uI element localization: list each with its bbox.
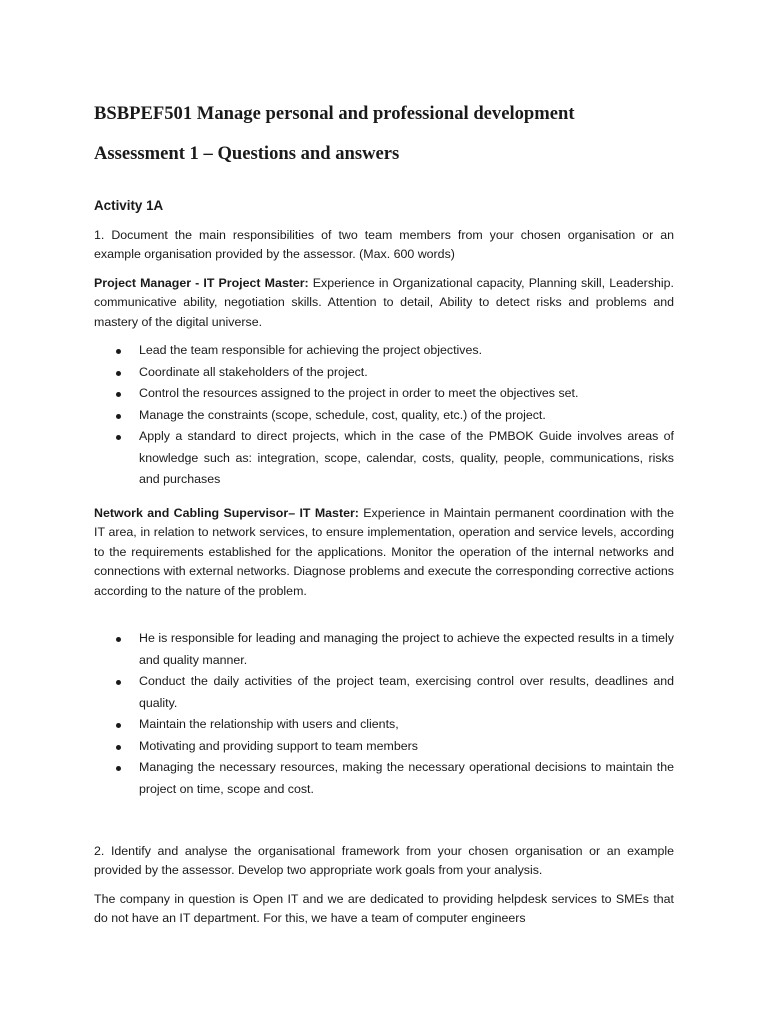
bullet-icon [116, 392, 121, 397]
list-item [94, 628, 674, 671]
list-item-text: Conduct the daily activities of the project team, exercising control over results, deadlines and quality. [139, 674, 674, 710]
role-2-bullet-list [94, 628, 674, 800]
list-item [94, 383, 674, 405]
list-item-text: Coordinate all stakeholders of the project. [139, 364, 368, 379]
role-1-label: Project Manager - IT Project Master: [94, 276, 309, 290]
list-item [94, 757, 674, 800]
role-2-paragraph [94, 504, 674, 601]
bullet-icon [116, 637, 121, 642]
list-item-text: Apply a standard to direct projects, which in the case of the PMBOK Guide involves areas of knowledge such as: integration, scope, calendar, costs, quality, people, communications, risks and purchases [139, 429, 674, 486]
bullet-icon [116, 766, 121, 771]
role-1-bullet-list [94, 340, 674, 491]
bullet-icon [116, 680, 121, 685]
bullet-icon [116, 435, 121, 440]
bullet-icon [116, 371, 121, 376]
question-1: 1. Document the main responsibilities of two team members from your chosen organisation or an example organisation provided by the assessor. (Max. 600 words) [94, 228, 674, 262]
list-item [94, 671, 674, 714]
document-subtitle: Assessment 1 – Questions and answers [94, 143, 400, 164]
document-title: BSBPEF501 Manage personal and professional development [94, 103, 575, 124]
bullet-icon [116, 723, 121, 728]
role-2-description: Experience in Maintain permanent coordination with the IT area, in relation to network services, to ensure implementation, operation and service levels, according to the requirements established for the applications. Monitor the operation of the internal networks and connections with external networks. Diagnose problems and execute the corresponding corrective actions according to the nature of the problem. [94, 506, 674, 598]
list-item [94, 362, 674, 384]
list-item-text: Control the resources assigned to the project in order to meet the objectives set. [139, 386, 579, 400]
bullet-icon [116, 414, 121, 419]
answer-2: The company in question is Open IT and we are dedicated to providing helpdesk services to SMEs that do not have an IT department. For this, we have a team of computer engineers [94, 892, 674, 926]
list-item-text: Managing the necessary resources, making the necessary operational decisions to maintain the project on time, scope and cost. [139, 760, 674, 796]
list-item-text: Motivating and providing support to team members [139, 738, 418, 753]
list-item-text: He is responsible for leading and managing the project to achieve the expected results in a timely and quality manner. [139, 631, 674, 667]
activity-heading: Activity 1A [94, 198, 164, 213]
list-item [94, 714, 674, 736]
role-1-paragraph [94, 274, 674, 332]
list-item [94, 405, 674, 427]
list-item [94, 736, 674, 758]
list-item [94, 426, 674, 491]
list-item-text: Lead the team responsible for achieving the project objectives. [139, 343, 483, 357]
bullet-icon [116, 745, 121, 750]
question-2: 2. Identify and analyse the organisational framework from your chosen organisation or an example provided by the assessor. Develop two appropriate work goals from your analysis. [94, 844, 674, 878]
role-1-description: Experience in Organizational capacity, Planning skill, Leadership. communicative ability, negotiation skills. Attention to detail, Ability to detect risks and problems and mastery of the digital universe. [94, 276, 674, 329]
list-item-text: Manage the constraints (scope, schedule, cost, quality, etc.) of the project. [139, 407, 546, 422]
list-item-text: Maintain the relationship with users and clients, [139, 717, 399, 731]
role-2-label: Network and Cabling Supervisor– IT Master: [94, 506, 359, 520]
bullet-icon [116, 349, 121, 354]
list-item [94, 340, 674, 362]
